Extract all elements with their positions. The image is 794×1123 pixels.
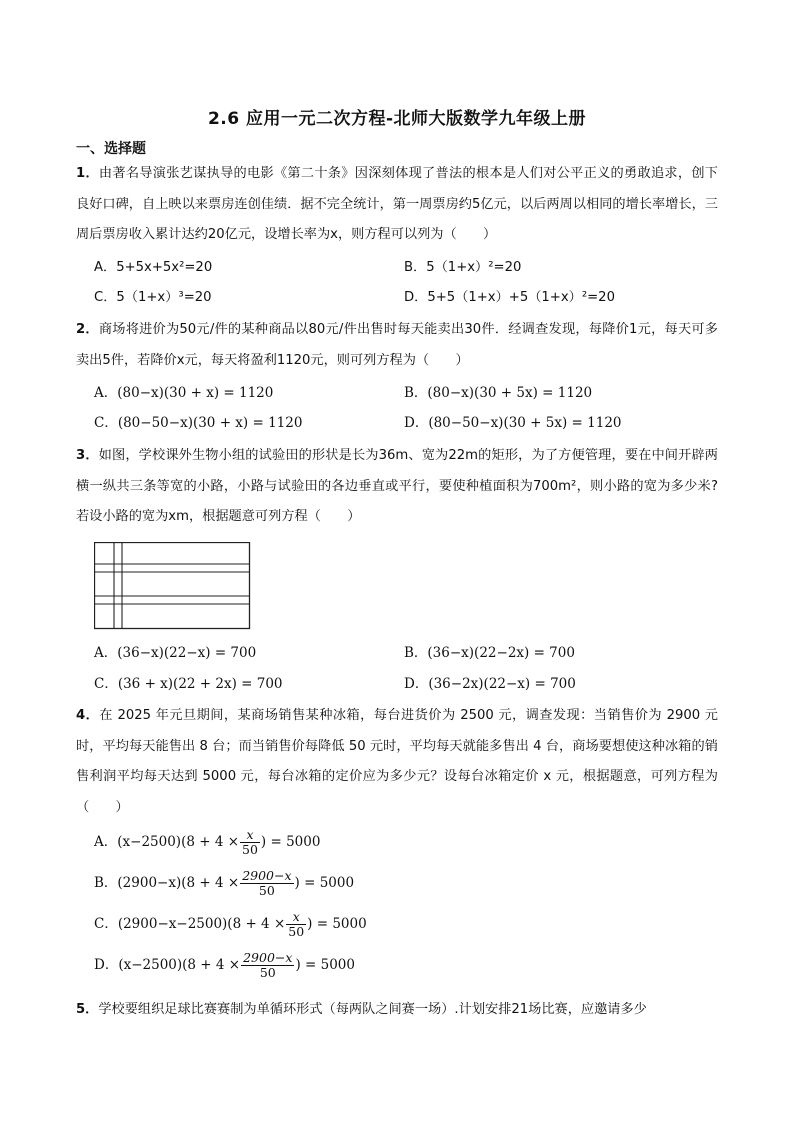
question-text: 学校要组织足球比赛赛制为单循环形式（每两队之间赛一场）.计划安排21场比赛，应邀请多少 [98, 1002, 647, 1017]
equation-prefix: A．(x−2500)(8 + 4 × [94, 834, 240, 850]
option-a[interactable]: A．5+5x+5x²=20 [94, 260, 213, 275]
equation-suffix: ) = 5000 [295, 957, 355, 973]
option-a[interactable]: A．(36−x)(22−x) = 700 [94, 645, 257, 661]
equation-suffix: ) = 5000 [260, 834, 321, 850]
question-5 [76, 995, 718, 1026]
fraction [240, 869, 293, 898]
option-c[interactable]: C．(80−50−x)(30 + x) = 1120 [94, 415, 303, 431]
field-diagram [94, 542, 252, 634]
option-b[interactable]: B．5（1+x）²=20 [404, 260, 522, 275]
question-number: 2． [76, 322, 99, 337]
question-number: 3． [76, 448, 99, 463]
fraction [240, 828, 260, 857]
fraction-denominator: 50 [258, 883, 275, 898]
option-c[interactable]: C．(36 + x)(22 + 2x) = 700 [94, 676, 283, 692]
option-d[interactable]: D．(80−50−x)(30 + 5x) = 1120 [404, 415, 622, 431]
equation-prefix: D．(x−2500)(8 + 4 × [94, 957, 241, 973]
question-text: 商场将进价为50元/件的某种商品以80元/件出售时每天能卖出30件．经调查发现，每降价1元，每天可多卖出5件，若降价x元，每天将盈利1120元，则可列方程为（ ） [76, 322, 718, 368]
fraction-numerator: 2900−x [243, 950, 293, 965]
question-number: 5． [76, 1002, 99, 1017]
option-a[interactable] [94, 828, 320, 857]
option-c[interactable]: C．5（1+x）³=20 [94, 290, 212, 305]
option-b[interactable] [94, 869, 354, 898]
equation-prefix: C．(2900−x−2500)(8 + 4 × [94, 916, 286, 932]
field-diagram-svg [94, 542, 252, 630]
option-d[interactable]: D．(36−2x)(22−x) = 700 [404, 676, 576, 692]
question-text: 如图，学校课外生物小组的试验田的形状是长为36m、宽为22m的矩形，为了方便管理，要在中间开辟两横一纵共三条等宽的小路，小路与试验田的各边垂直或平行，要使种植面积为700m²，则小路的宽为多少米?若设小路的宽为xm，根据题意可列方程（ ） [76, 448, 718, 524]
fraction [286, 910, 306, 939]
fraction-numerator: x [240, 828, 260, 843]
option-d[interactable]: D．5+5（1+x）+5（1+x）²=20 [404, 290, 615, 305]
question-2 [76, 315, 718, 376]
option-b[interactable]: B．(36−x)(22−2x) = 700 [404, 645, 575, 661]
section-heading: 一、选择题 [76, 141, 146, 157]
option-d[interactable] [94, 951, 355, 980]
question-number: 4． [76, 708, 100, 723]
fraction-numerator: 2900−x [242, 868, 292, 883]
question-1 [76, 159, 718, 251]
equation-prefix: B．(2900−x)(8 + 4 × [94, 875, 240, 891]
fraction-numerator: x [286, 910, 306, 925]
question-number: 1． [76, 166, 99, 181]
page-title: 2.6 应用一元二次方程-北师大版数学九年级上册 [207, 109, 587, 129]
question-text: 由著名导演张艺谋执导的电影《第二十条》因深刻体现了普法的根本是人们对公平正义的勇敢追求，创下良好口碑，自上映以来票房连创佳绩．据不完全统计，第一周票房约5亿元，以后两周以相同的增长率增长，三周后票房收入累计达约20亿元，设增长率为x，则方程可以列为（ ） [76, 166, 718, 242]
question-3 [76, 441, 718, 533]
equation-suffix: ) = 5000 [307, 916, 367, 932]
option-a[interactable]: A．(80−x)(30 + x) = 1120 [94, 385, 274, 401]
option-c[interactable] [94, 910, 367, 939]
question-text: 在 2025 年元旦期间，某商场销售某种冰箱，每台进货价为 2500 元，调查发现：当销售价为 2900 元时，平均每天能售出 8 台；而当销售价每降低 50 元时，平均每天就能多售出 4 台，商场要想使这种冰箱的销售利润平均每天达到 5000 元，每台冰箱的定价应为多少元？设每台冰箱定价 x 元，根据题意，可列方程为（ ） [76, 708, 718, 815]
fraction [241, 951, 294, 980]
option-b[interactable]: B．(80−x)(30 + 5x) = 1120 [404, 385, 593, 401]
fraction-denominator: 50 [288, 924, 305, 939]
equation-suffix: ) = 5000 [294, 875, 355, 891]
question-4 [76, 701, 718, 823]
fraction-denominator: 50 [242, 842, 258, 857]
fraction-denominator: 50 [259, 965, 276, 980]
